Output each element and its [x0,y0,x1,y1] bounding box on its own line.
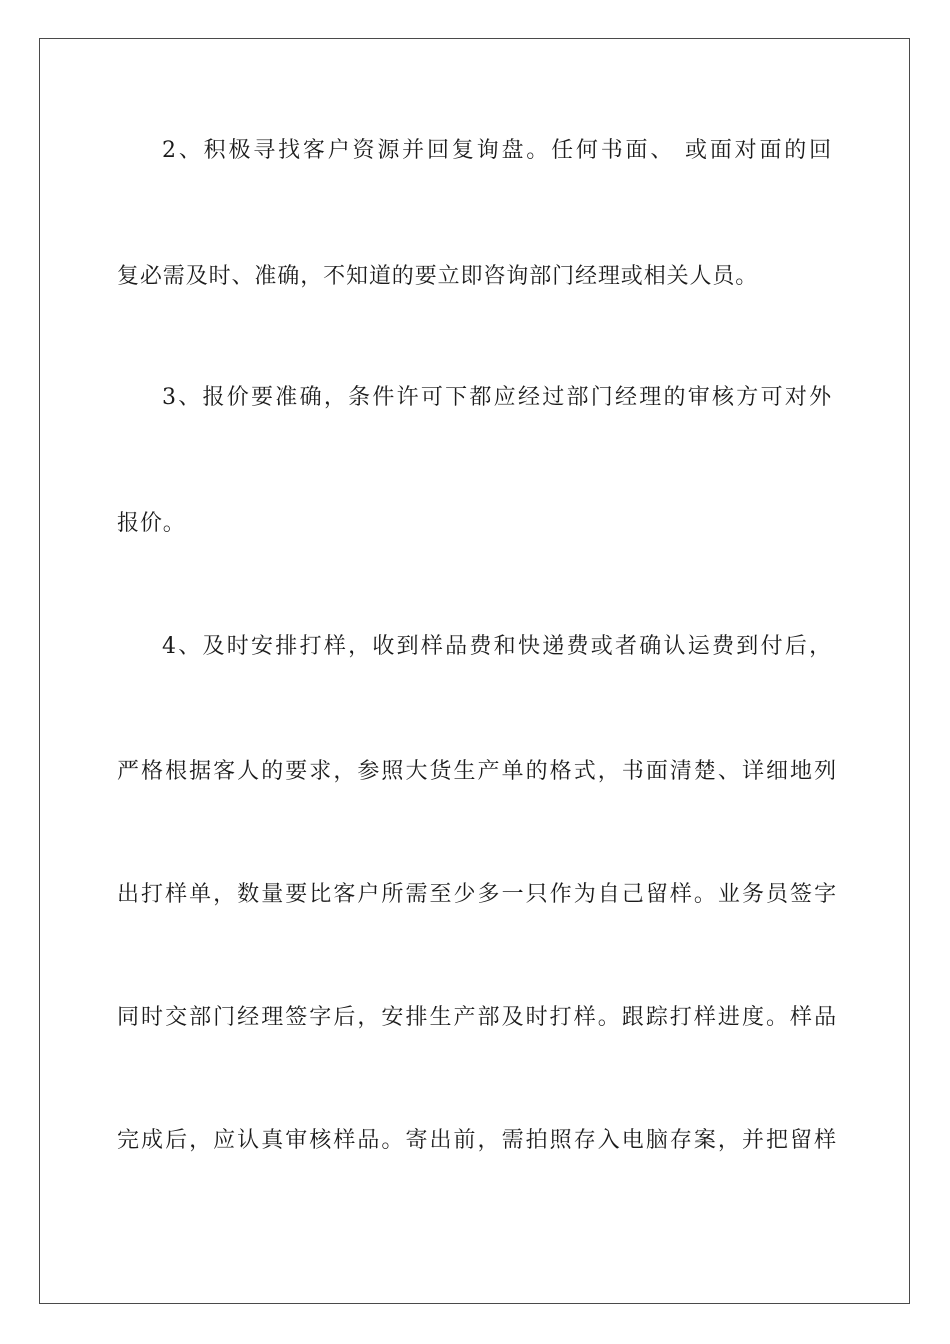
page-border [39,38,910,1304]
paragraph-4-line-3: 出打样单，数量要比客户所需至少多一只作为自己留样。业务员签字 [117,882,837,907]
paragraph-2-line-1: 2、积极寻找客户资源并回复询盘。任何书面、 或面对面的回 [162,138,832,163]
paragraph-4-line-5: 完成后，应认真审核样品。寄出前，需拍照存入电脑存案，并把留样 [117,1128,837,1153]
paragraph-4-line-4: 同时交部门经理签字后，安排生产部及时打样。跟踪打样进度。样品 [117,1005,837,1030]
paragraph-4-line-2: 严格根据客人的要求，参照大货生产单的格式，书面清楚、详细地列 [117,759,837,784]
paragraph-4-line-1: 4、及时安排打样，收到样品费和快递费或者确认运费到付后， [162,634,832,659]
paragraph-3-line-2: 报价。 [117,511,186,536]
paragraph-2-line-2: 复必需及时、准确，不知道的要立即咨询部门经理或相关人员。 [117,264,759,289]
paragraph-3-line-1: 3、报价要准确，条件许可下都应经过部门经理的审核方可对外 [162,385,832,410]
